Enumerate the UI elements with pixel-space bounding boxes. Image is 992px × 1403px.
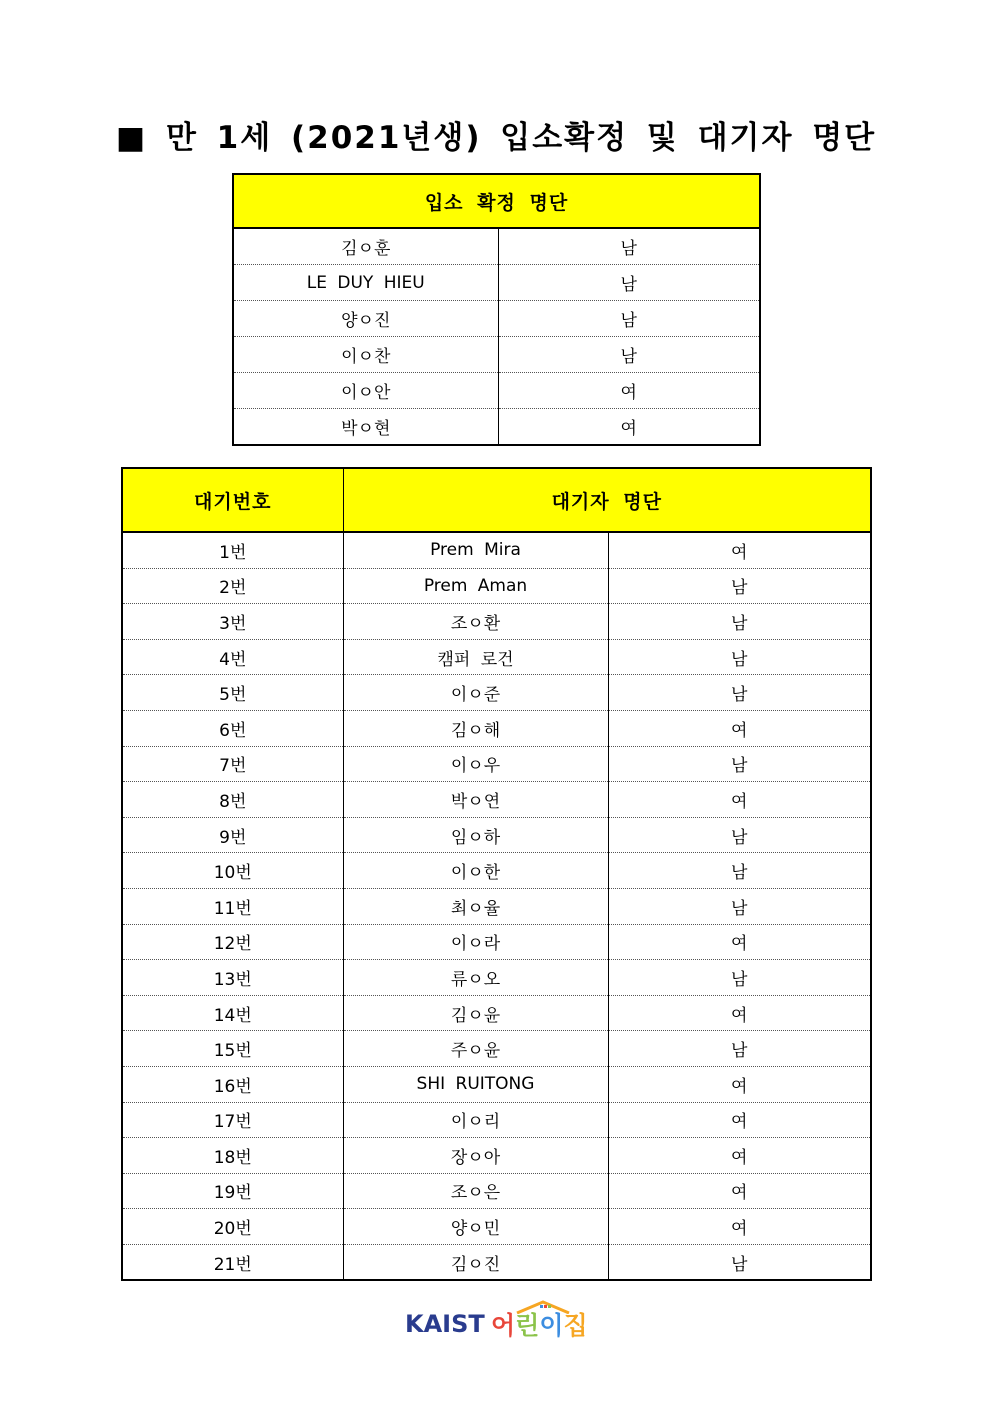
waiting-row <box>122 639 871 675</box>
waiting-row <box>122 924 871 960</box>
waiting-number: 15번 <box>122 1031 343 1067</box>
waiting-row <box>122 817 871 853</box>
waiting-gender: 남 <box>608 675 871 711</box>
waiting-row <box>122 1031 871 1067</box>
page-title: ■ 만 1세 (2021년생) 입소확정 및 대기자 명단 <box>115 120 877 156</box>
waiting-gender: 남 <box>608 817 871 853</box>
waiting-gender: 남 <box>608 960 871 996</box>
confirmed-name: 양ㅇ진 <box>233 301 498 337</box>
waiting-number: 7번 <box>122 746 343 782</box>
waiting-gender: 남 <box>608 568 871 604</box>
waiting-number: 9번 <box>122 817 343 853</box>
waiting-name: 이ㅇ우 <box>343 746 608 782</box>
waiting-row <box>122 1102 871 1138</box>
waiting-number: 1번 <box>122 532 343 568</box>
waiting-row <box>122 675 871 711</box>
waiting-name: 임ㅇ하 <box>343 817 608 853</box>
waiting-gender: 남 <box>608 888 871 924</box>
logo-kindergarten-text: 어린이집 <box>491 1311 588 1340</box>
waiting-gender: 남 <box>608 1031 871 1067</box>
waiting-name: 김ㅇ해 <box>343 710 608 746</box>
waiting-number: 18번 <box>122 1138 343 1174</box>
waiting-name: 조ㅇ환 <box>343 604 608 640</box>
confirmed-list-body <box>233 228 760 445</box>
logo-kaist-text: KAIST <box>405 1310 485 1338</box>
waiting-row <box>122 960 871 996</box>
waiting-name: 박ㅇ연 <box>343 782 608 818</box>
waiting-gender: 여 <box>608 1138 871 1174</box>
waiting-row <box>122 568 871 604</box>
waiting-name: 이ㅇ준 <box>343 675 608 711</box>
waiting-row <box>122 1173 871 1209</box>
waiting-row <box>122 604 871 640</box>
confirmed-gender: 남 <box>498 301 760 337</box>
waiting-number: 13번 <box>122 960 343 996</box>
waiting-name: 캠퍼 로건 <box>343 639 608 675</box>
waiting-row <box>122 532 871 568</box>
waiting-number: 14번 <box>122 995 343 1031</box>
waiting-number: 3번 <box>122 604 343 640</box>
confirmed-gender: 남 <box>498 265 760 301</box>
confirmed-name: 이ㅇ찬 <box>233 337 498 373</box>
confirmed-row <box>233 337 760 373</box>
confirmed-name: 김ㅇ훈 <box>233 228 498 265</box>
waiting-gender: 여 <box>608 1102 871 1138</box>
waiting-number: 4번 <box>122 639 343 675</box>
waiting-name: 류ㅇ오 <box>343 960 608 996</box>
confirmed-name: 박ㅇ현 <box>233 409 498 446</box>
waiting-number: 5번 <box>122 675 343 711</box>
waiting-name: Prem Mira <box>343 532 608 568</box>
waiting-number: 6번 <box>122 710 343 746</box>
waiting-name: 김ㅇ윤 <box>343 995 608 1031</box>
waiting-name: 양ㅇ민 <box>343 1209 608 1245</box>
waiting-number: 17번 <box>122 1102 343 1138</box>
waiting-gender: 여 <box>608 924 871 960</box>
confirmed-gender: 남 <box>498 337 760 373</box>
waiting-name: 장ㅇ아 <box>343 1138 608 1174</box>
waiting-name: 이ㅇ리 <box>343 1102 608 1138</box>
waiting-gender: 여 <box>608 782 871 818</box>
confirmed-row <box>233 409 760 446</box>
waiting-gender: 여 <box>608 1173 871 1209</box>
confirmed-gender: 남 <box>498 228 760 265</box>
confirmed-name: LE DUY HIEU <box>233 265 498 301</box>
waiting-name: 조ㅇ은 <box>343 1173 608 1209</box>
waiting-name: Prem Aman <box>343 568 608 604</box>
waiting-name: 김ㅇ진 <box>343 1244 608 1280</box>
waiting-number: 19번 <box>122 1173 343 1209</box>
waiting-row <box>122 710 871 746</box>
waiting-row <box>122 1209 871 1245</box>
kaist-kindergarten-logo <box>405 1300 590 1342</box>
waiting-row <box>122 746 871 782</box>
waiting-number: 10번 <box>122 853 343 889</box>
waiting-number-header: 대기번호 <box>122 468 343 532</box>
confirmed-row <box>233 301 760 337</box>
confirmed-gender: 여 <box>498 373 760 409</box>
waiting-row <box>122 888 871 924</box>
waiting-row <box>122 1244 871 1280</box>
waiting-name: SHI RUITONG <box>343 1066 608 1102</box>
confirmed-gender: 여 <box>620 419 637 439</box>
waiting-list-header: 대기자 명단 <box>343 468 871 532</box>
waiting-gender: 남 <box>608 853 871 889</box>
waiting-list-table <box>121 467 872 1281</box>
waiting-gender: 남 <box>608 639 871 675</box>
waiting-number: 8번 <box>122 782 343 818</box>
waiting-row <box>122 853 871 889</box>
waiting-number: 12번 <box>122 924 343 960</box>
waiting-number: 20번 <box>122 1209 343 1245</box>
waiting-name: 이ㅇ한 <box>343 853 608 889</box>
confirmed-name: 이ㅇ안 <box>233 373 498 409</box>
waiting-number: 11번 <box>122 888 343 924</box>
waiting-number: 21번 <box>122 1244 343 1280</box>
waiting-name: 이ㅇ라 <box>343 924 608 960</box>
confirmed-row <box>233 228 760 265</box>
waiting-row <box>122 1138 871 1174</box>
waiting-gender: 여 <box>608 1209 871 1245</box>
waiting-gender: 남 <box>731 1254 748 1275</box>
waiting-list-body <box>122 532 871 1280</box>
confirmed-list-header: 입소 확정 명단 <box>233 174 760 228</box>
waiting-gender: 여 <box>608 1066 871 1102</box>
waiting-gender: 남 <box>608 746 871 782</box>
waiting-gender: 여 <box>608 995 871 1031</box>
waiting-row <box>122 1066 871 1102</box>
waiting-row <box>122 995 871 1031</box>
waiting-name: 주ㅇ윤 <box>343 1031 608 1067</box>
waiting-number: 16번 <box>122 1066 343 1102</box>
waiting-gender: 남 <box>608 604 871 640</box>
waiting-name: 최ㅇ율 <box>343 888 608 924</box>
waiting-row <box>122 782 871 818</box>
confirmed-row <box>233 265 760 301</box>
waiting-gender: 여 <box>608 532 871 568</box>
confirmed-list-table <box>232 173 761 446</box>
confirmed-row <box>233 373 760 409</box>
waiting-gender: 여 <box>608 710 871 746</box>
waiting-number: 2번 <box>122 568 343 604</box>
